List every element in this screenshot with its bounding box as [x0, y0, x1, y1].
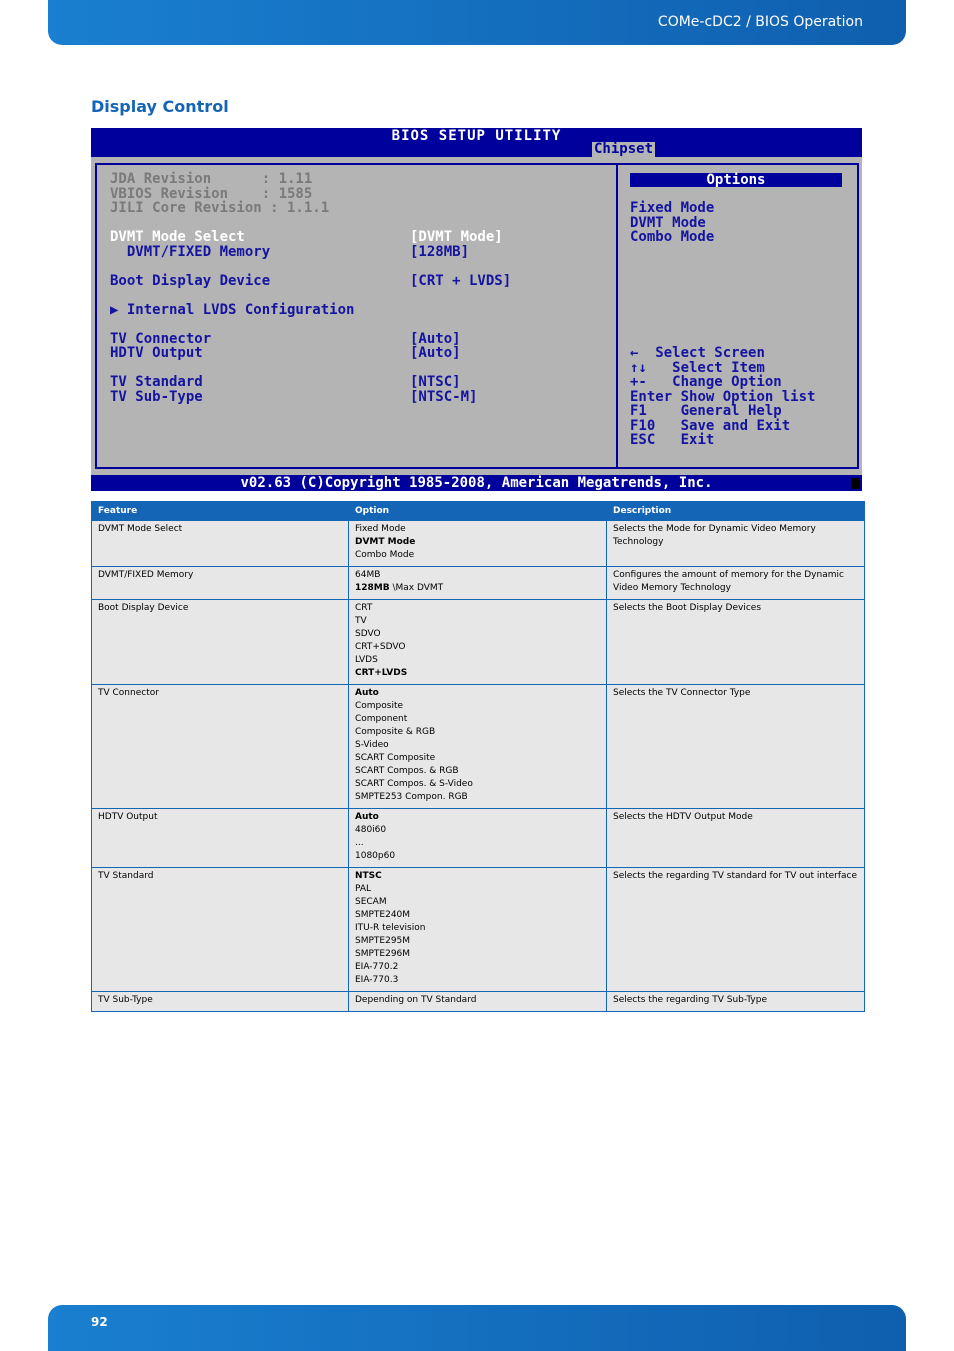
description-cell: Selects the Mode for Dynamic Video Memory Technology — [607, 521, 865, 567]
option-value: Auto — [355, 812, 379, 822]
bios-setting-tv-standard-label[interactable]: TV Standard — [110, 374, 203, 390]
table-row — [92, 521, 865, 567]
option-value: 64MB — [355, 570, 381, 580]
bios-screenshot — [91, 128, 862, 491]
description-cell: Selects the regarding TV standard for TV out interface — [607, 868, 865, 992]
bios-settings-panel — [95, 163, 618, 469]
option-value: 128MB \Max DVMT — [355, 583, 444, 593]
option-cell — [349, 868, 607, 992]
bios-setting-dvmt-mode-label[interactable]: DVMT Mode Select — [110, 229, 245, 245]
header-bar — [48, 0, 906, 45]
bios-copyright-bar: v02.63 (C)Copyright 1985-2008, American Megatrends, Inc. — [91, 475, 862, 491]
bios-help-select-screen: ← Select Screen — [630, 345, 765, 361]
feature-cell: TV Sub-Type — [92, 992, 349, 1012]
option-value: Composite & RGB — [355, 727, 436, 737]
description-cell: Selects the HDTV Output Mode — [607, 809, 865, 868]
up-down-arrow-icon: ↑↓ — [630, 360, 647, 376]
feature-cell: DVMT/FIXED Memory — [92, 567, 349, 600]
option-value: SMPTE295M — [355, 936, 411, 946]
table-row — [92, 868, 865, 992]
bios-title: BIOS SETUP UTILITY — [391, 128, 562, 144]
description-cell: Selects the Boot Display Devices — [607, 600, 865, 685]
option-value: ... — [355, 838, 364, 848]
bios-tab-chipset[interactable]: Chipset — [594, 141, 654, 157]
option-value: DVMT Mode — [355, 537, 416, 547]
option-value: SCART Compos. & S-Video — [355, 779, 473, 789]
table-row — [92, 992, 865, 1012]
table-row — [92, 685, 865, 809]
bios-options-panel — [616, 163, 859, 469]
bios-option-combo-mode[interactable]: Combo Mode — [630, 229, 715, 245]
page-number: 92 — [91, 1315, 108, 1329]
option-value: SECAM — [355, 897, 387, 907]
header-title: COMe-cDC2 / BIOS Operation — [657, 14, 863, 30]
table-row — [92, 809, 865, 868]
table-row — [92, 567, 865, 600]
option-cell — [349, 992, 607, 1012]
feature-cell: TV Connector — [92, 685, 349, 809]
column-header-description: Description — [607, 502, 865, 521]
option-value: SMPTE296M — [355, 949, 411, 959]
option-value: ITU-R television — [355, 923, 426, 933]
table-header-row — [92, 502, 865, 521]
feature-cell: TV Standard — [92, 868, 349, 992]
option-value: TV — [355, 616, 367, 626]
bios-help-save-and-exit: F10 Save and Exit — [630, 418, 791, 434]
description-cell: Configures the amount of memory for the Dynamic Video Memory Technology — [607, 567, 865, 600]
bios-help-select-item: ↑↓ Select Item — [630, 360, 765, 376]
option-value: SMPTE253 Compon. RGB — [355, 792, 468, 802]
feature-cell: Boot Display Device — [92, 600, 349, 685]
option-cell — [349, 567, 607, 600]
bios-help-exit: ESC Exit — [630, 432, 715, 448]
bios-setting-tv-connector-value[interactable]: [Auto] — [410, 331, 461, 347]
option-value: Auto — [355, 688, 379, 698]
option-cell — [349, 521, 607, 567]
option-cell — [349, 600, 607, 685]
column-header-feature: Feature — [92, 502, 349, 521]
option-value: Fixed Mode — [355, 524, 406, 534]
bios-setting-dvmt-memory-value[interactable]: [128MB] — [410, 244, 470, 260]
bios-top-bar — [91, 128, 862, 157]
description-cell: Selects the regarding TV Sub-Type — [607, 992, 865, 1012]
bios-setting-hdtv-output-value[interactable]: [Auto] — [410, 345, 461, 361]
option-value: SCART Composite — [355, 753, 436, 763]
option-value: Combo Mode — [355, 550, 415, 560]
section-title: Display Control — [91, 97, 229, 116]
feature-cell: HDTV Output — [92, 809, 349, 868]
option-value: CRT+LVDS — [355, 668, 408, 678]
option-value: LVDS — [355, 655, 378, 665]
bios-help-change-option: +- Change Option — [630, 374, 782, 390]
feature-table — [91, 501, 865, 1012]
option-value: SCART Compos. & RGB — [355, 766, 459, 776]
bios-setting-hdtv-output-label[interactable]: HDTV Output — [110, 345, 203, 361]
bios-submenu-internal-lvds[interactable]: ▶ Internal LVDS Configuration — [110, 302, 355, 318]
bios-option-dvmt-mode[interactable]: DVMT Mode — [630, 215, 706, 231]
description-cell: Selects the TV Connector Type — [607, 685, 865, 809]
option-value: CRT — [355, 603, 373, 613]
bios-help-show-option-list: Enter Show Option list — [630, 389, 816, 405]
option-value: SDVO — [355, 629, 381, 639]
bios-setting-boot-display-value[interactable]: [CRT + LVDS] — [410, 273, 512, 289]
bios-setting-tv-connector-label[interactable]: TV Connector — [110, 331, 212, 347]
option-value: S-Video — [355, 740, 389, 750]
bios-info-vbios: VBIOS Revision : 1585 — [110, 186, 313, 202]
bios-info-jili: JILI Core Revision : 1.1.1 — [110, 200, 330, 216]
bios-setting-tv-subtype-label[interactable]: TV Sub-Type — [110, 389, 203, 405]
bios-option-fixed-mode[interactable]: Fixed Mode — [630, 200, 715, 216]
bios-setting-dvmt-mode-value[interactable]: [DVMT Mode] — [410, 229, 503, 245]
option-value: Depending on TV Standard — [355, 995, 477, 1005]
option-cell — [349, 809, 607, 868]
bios-cursor — [851, 478, 860, 489]
option-cell — [349, 685, 607, 809]
table-row — [92, 600, 865, 685]
feature-cell: DVMT Mode Select — [92, 521, 349, 567]
bios-info-jda: JDA Revision : 1.11 — [110, 171, 313, 187]
option-value: EIA-770.2 — [355, 962, 399, 972]
option-value: Composite — [355, 701, 404, 711]
left-arrow-icon: ← — [630, 345, 639, 361]
footer-bar — [48, 1305, 906, 1351]
bios-setting-dvmt-memory-label[interactable]: DVMT/FIXED Memory — [110, 244, 271, 260]
bios-setting-boot-display-label[interactable]: Boot Display Device — [110, 273, 271, 289]
table-body — [92, 521, 865, 1012]
option-value: EIA-770.3 — [355, 975, 399, 985]
option-value: 1080p60 — [355, 851, 396, 861]
option-value: PAL — [355, 884, 372, 894]
column-header-option: Option — [349, 502, 607, 521]
option-value: NTSC — [355, 871, 382, 881]
option-value: CRT+SDVO — [355, 642, 406, 652]
bios-options-header: Options — [630, 173, 842, 187]
option-value: 480i60 — [355, 825, 387, 835]
option-value: SMPTE240M — [355, 910, 411, 920]
bios-setting-tv-subtype-value[interactable]: [NTSC-M] — [410, 389, 478, 405]
option-value: Component — [355, 714, 408, 724]
bios-setting-tv-standard-value[interactable]: [NTSC] — [410, 374, 461, 390]
bios-help-general-help: F1 General Help — [630, 403, 782, 419]
